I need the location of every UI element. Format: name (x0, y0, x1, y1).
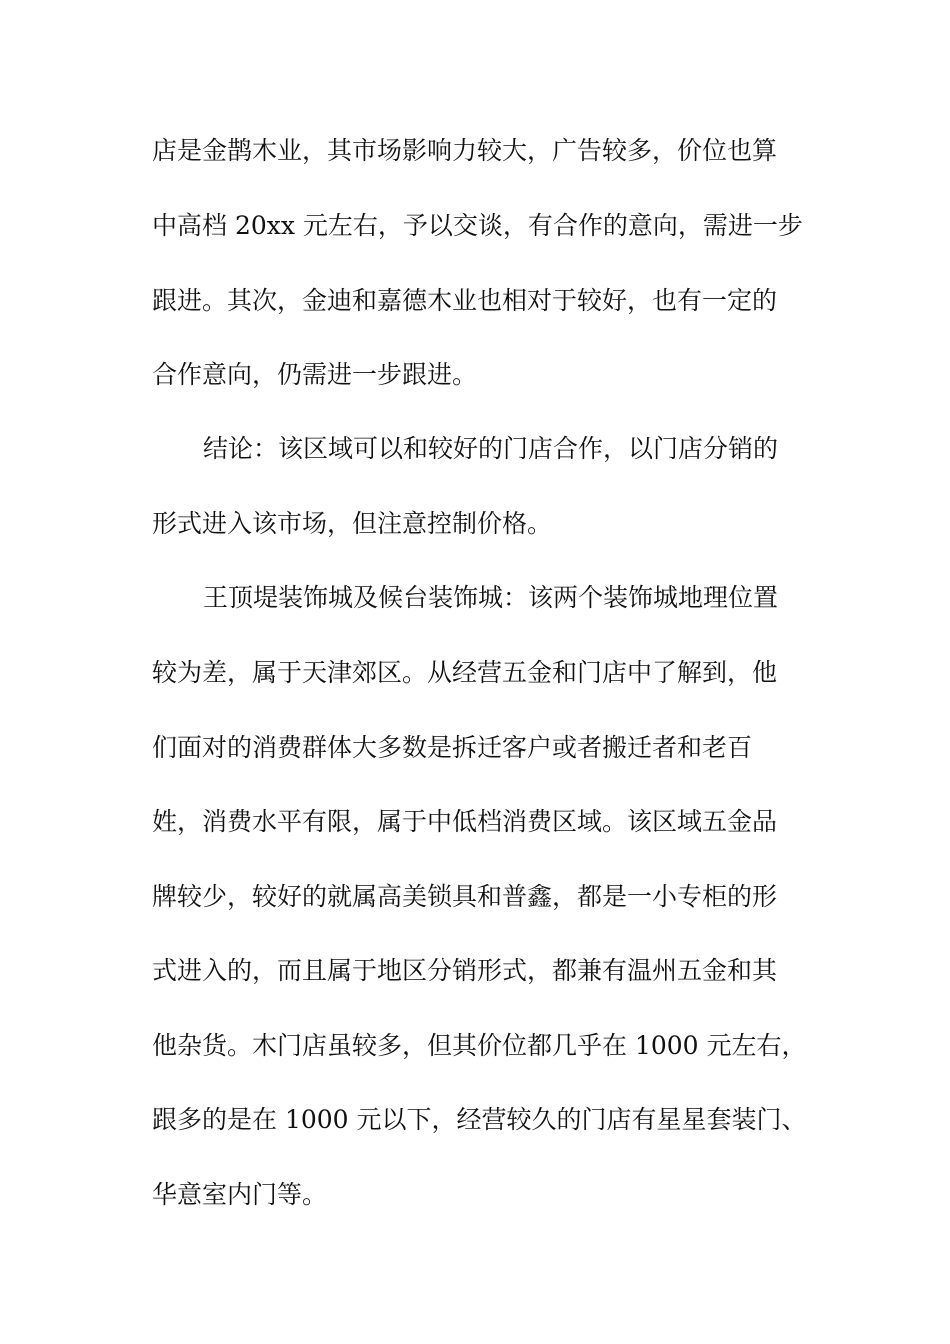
text-line: 式进入的，而且属于地区分销形式，都兼有温州五金和其 (152, 956, 778, 985)
text-line: 跟多的是在 1000 元以下，经营较久的门店有星星套装门、 (152, 1105, 807, 1134)
text-line: 牌较少，较好的就属高美锁具和普鑫，都是一小专柜的形 (152, 882, 778, 911)
text-line: 较为差，属于天津郊区。从经营五金和门店中了解到，他 (152, 658, 778, 687)
text-line: 形式进入该市场，但注意控制价格。 (152, 509, 553, 538)
paragraph-wangdingdi-first-line: 王顶堤装饰城及候台装饰城：该两个装饰城地理位置 (203, 583, 779, 612)
text-line: 中高档 20xx 元左右，予以交谈，有合作的意向，需进一步 (152, 211, 803, 240)
text-line: 们面对的消费群体大多数是拆迁客户或者搬迁者和老百 (152, 733, 753, 762)
text-line: 他杂货。木门店虽较多，但其价位都几乎在 1000 元左右， (152, 1031, 807, 1060)
paragraph-conclusion-first-line: 结论：该区域可以和较好的门店合作，以门店分销的 (203, 434, 779, 463)
text-line: 跟进。其次，金迪和嘉德木业也相对于较好，也有一定的 (152, 286, 778, 315)
text-line: 店是金鹊木业，其市场影响力较大，广告较多，价位也算 (152, 136, 778, 165)
text-line: 合作意向，仍需进一步跟进。 (152, 360, 478, 389)
text-line: 姓，消费水平有限，属于中低档消费区域。该区域五金品 (152, 807, 778, 836)
text-line: 华意室内门等。 (152, 1180, 328, 1209)
